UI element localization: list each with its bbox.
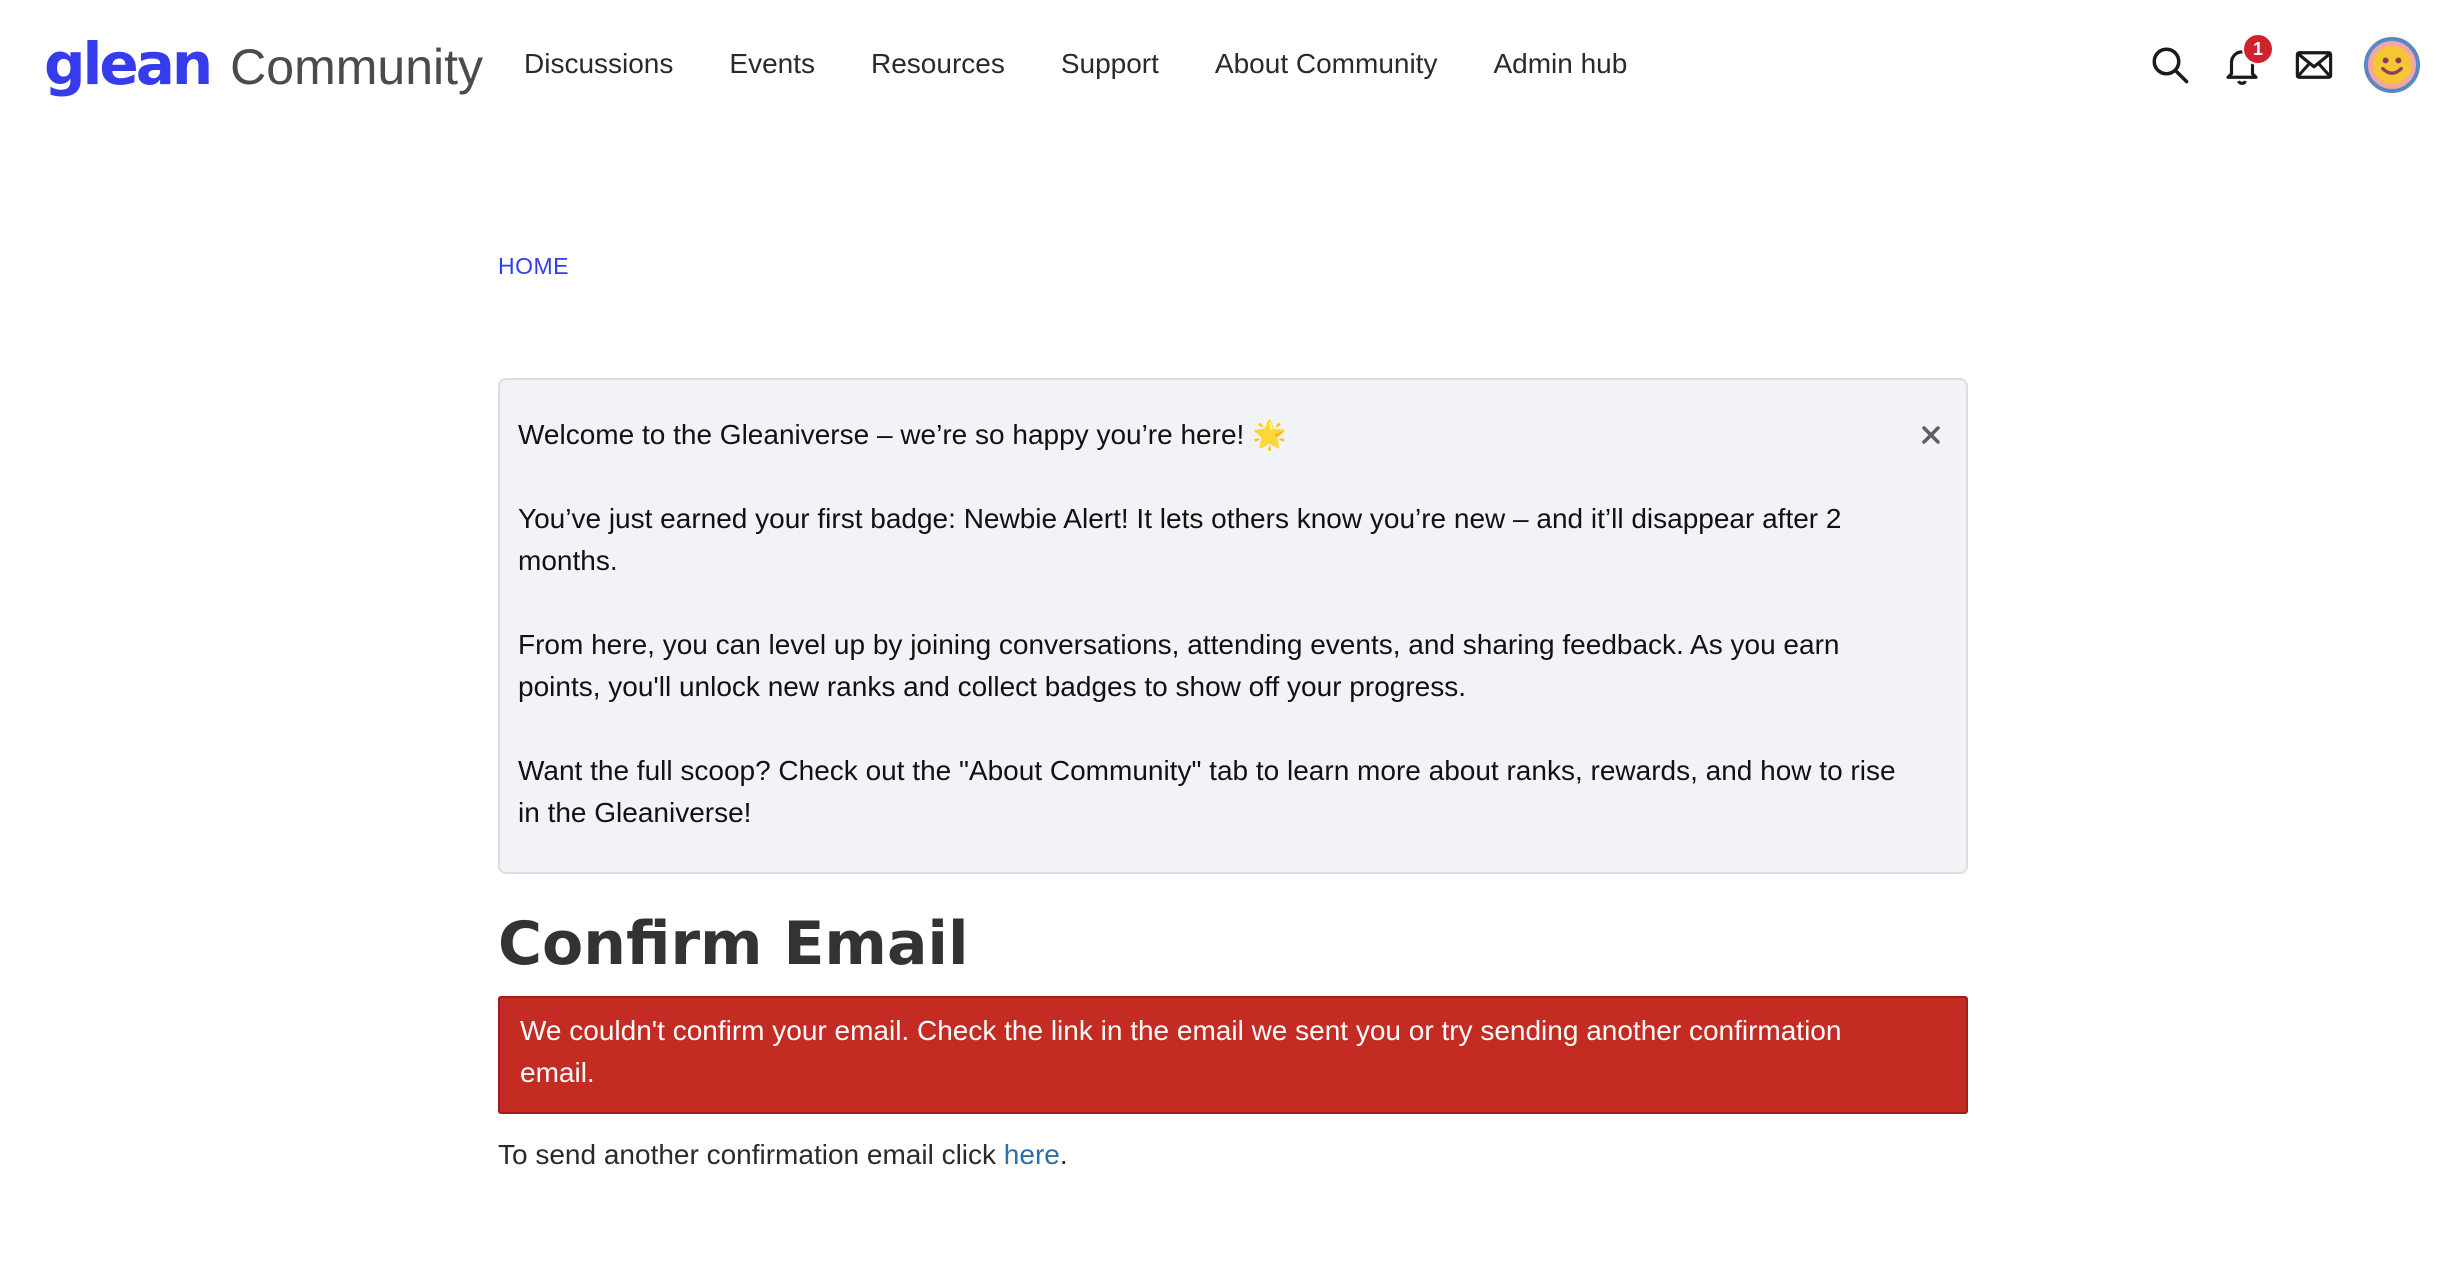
breadcrumb-home[interactable]: HOME <box>498 253 569 279</box>
resend-confirmation-line <box>498 1134 1968 1176</box>
messages-button[interactable] <box>2288 39 2340 91</box>
nav-admin-hub[interactable]: Admin hub <box>1493 48 1628 79</box>
brand-community-label: Community <box>230 39 484 95</box>
notifications-count-badge: 1 <box>2242 33 2274 65</box>
welcome-badge-text: You’ve just earned your first badge: Newbie Alert! It lets others know you’re new – and it’ll disappear after 2 months. <box>518 503 1842 576</box>
notifications-button[interactable] <box>2216 39 2268 91</box>
nav-discussions[interactable]: Discussions <box>524 48 674 79</box>
welcome-scoop-text: Want the full scoop? Check out the "About Community" tab to learn more about ranks, rewards, and how to rise in the Gleaniverse! <box>518 755 1896 828</box>
search-button[interactable] <box>2144 39 2196 91</box>
welcome-banner <box>498 378 1968 874</box>
brand-logo-link[interactable] <box>44 28 483 100</box>
welcome-close-button[interactable] <box>1916 420 1946 450</box>
glean-logo: glean <box>44 30 211 98</box>
nav-support[interactable]: Support <box>1060 48 1159 79</box>
envelope-icon <box>2293 44 2335 86</box>
site-header <box>0 0 2452 128</box>
nav-events[interactable]: Events <box>729 48 815 79</box>
search-icon <box>2149 44 2191 86</box>
main-content <box>498 250 1968 1176</box>
welcome-levelup-text: From here, you can level up by joining conversations, attending events, and sharing feedback. As you earn points, you'll unlock new ranks and collect badges to show off your progress. <box>518 629 1840 702</box>
header-actions <box>2124 34 2420 96</box>
user-avatar[interactable] <box>2364 37 2420 93</box>
welcome-greeting: Welcome to the Gleaniverse – we’re so happy you’re here! 🌟 <box>518 419 1287 450</box>
smiley-avatar-icon <box>2370 43 2414 87</box>
error-alert <box>498 996 1968 1114</box>
error-message: We couldn't confirm your email. Check the link in the email we sent you or try sending another confirmation email. <box>520 1015 1842 1088</box>
resend-suffix-text: . <box>1059 1139 1068 1170</box>
nav-resources[interactable]: Resources <box>871 48 1005 79</box>
nav-about-community[interactable]: About Community <box>1214 48 1438 79</box>
resend-confirmation-link[interactable]: here <box>1003 1139 1060 1170</box>
close-icon <box>1919 423 1943 447</box>
page-title: Confirm Email <box>498 909 969 979</box>
main-nav <box>524 42 1627 86</box>
resend-prefix-text: To send another confirmation email click <box>498 1139 1004 1170</box>
